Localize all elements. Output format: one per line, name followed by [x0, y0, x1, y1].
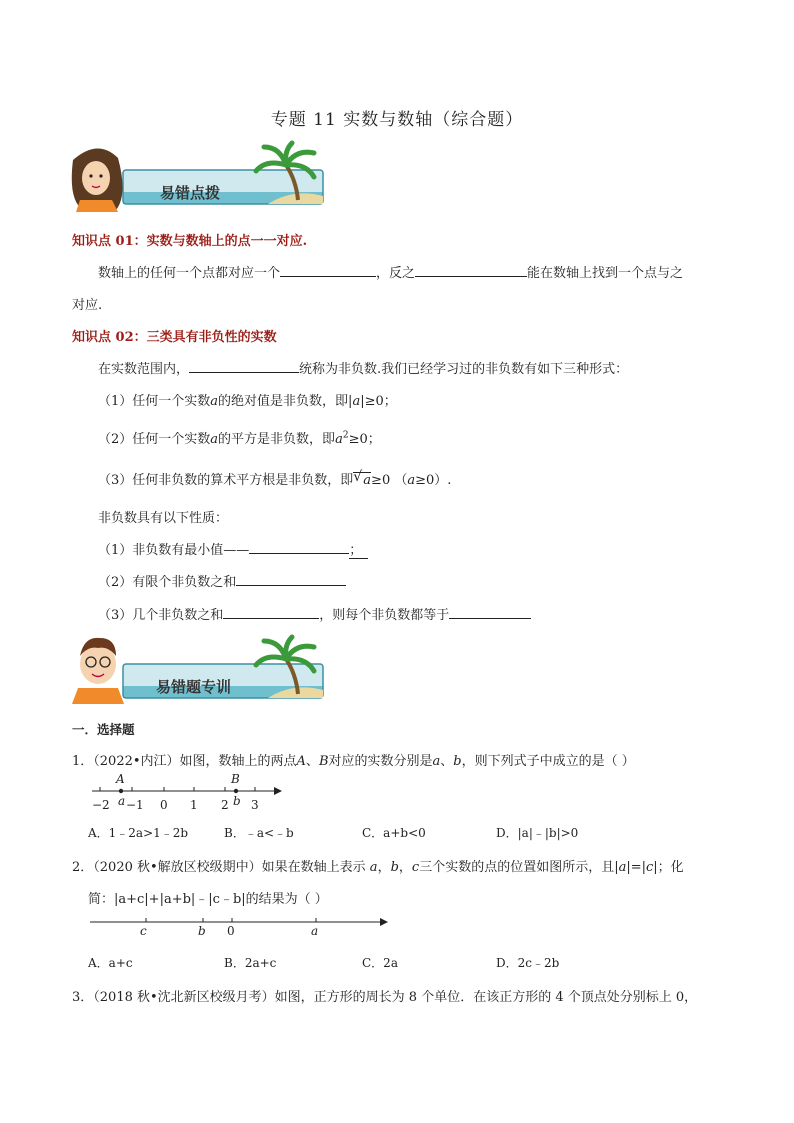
- q2-stem-line1: 2．（2020 秋•解放区校级期中）如果在数轴上表示 a，b，c三个实数的点的位置如图所示，且|a|=|c|；化: [72, 860, 684, 875]
- kp1-heading: 知识点 01：实数与数轴上的点一一对应.: [72, 234, 308, 249]
- kp2-props-title: 非负数具有以下性质：: [98, 511, 229, 526]
- tick-label: −2: [92, 798, 110, 812]
- q1-stem-a: 1．（2022•内江）如图，数轴上的两点: [72, 754, 297, 769]
- q3-stem: 3．（2018 秋•沈北新区校级月考）如图，正方形的周长为 8 个单位．在该正方形的 4 个顶点处分别标上 0，: [72, 990, 698, 1005]
- q2-stem-c: |=|: [626, 860, 647, 875]
- answer-blank[interactable]: [280, 264, 376, 277]
- kp1-text-a: 数轴上的任何一个点都对应一个: [98, 266, 281, 281]
- page-title: 专题 11 实数与数轴（综合题）: [270, 110, 524, 130]
- tick-label: 1: [190, 798, 198, 812]
- answer-blank[interactable]: [223, 606, 319, 619]
- q2-stem-d: |；化: [653, 860, 684, 875]
- var-a: a: [210, 432, 219, 447]
- kp1-text-b: ，反之: [376, 266, 416, 281]
- point-B-label: B: [231, 772, 240, 786]
- tick-label: −1: [126, 798, 144, 812]
- form2-text-c: ≥0；: [348, 432, 381, 447]
- kp2-prop3: [98, 604, 531, 623]
- q2-stem-a: 2．（2020 秋•解放区校级期中）如果在数轴上表示: [72, 860, 366, 875]
- q2-stem-line2: 简：|a+c|+|a+b|﹣|c﹣b|的结果为（ ）: [88, 892, 328, 907]
- sqrt-symbol-icon: √ a: [353, 469, 372, 488]
- prop1-text: （1）非负数有最小值——: [98, 543, 250, 558]
- form1-text: （1）任何一个实数: [98, 394, 211, 409]
- var-a: a: [363, 473, 372, 488]
- form3-text-c: ≥0）.: [415, 473, 452, 488]
- tick-label: 0: [160, 798, 168, 812]
- prop1-end: ；: [349, 543, 368, 559]
- kp1-line2: 对应.: [72, 298, 103, 313]
- kp1-text-c: 能在数轴上找到一个点与之: [527, 266, 684, 281]
- point-b-label: b: [198, 924, 206, 938]
- prop3-text-a: （3）几个非负数之和: [98, 608, 224, 623]
- point-c-label: c: [140, 924, 147, 938]
- form3-text-b: ≥0 （: [371, 473, 408, 488]
- kp2-form2: （2）任何一个实数a的平方是非负数，即$a^2\ge 0$；: [98, 430, 381, 447]
- var-a: a: [407, 473, 416, 488]
- kp2-form3: [98, 469, 451, 488]
- q2-number-line: [88, 912, 394, 940]
- var-a: a: [352, 394, 361, 409]
- form2-text-b: 的平方是非负数，即: [218, 432, 336, 447]
- q1-option-A[interactable]: A．1﹣2a>1﹣2b: [88, 826, 189, 840]
- kp2-form1: [98, 390, 397, 409]
- form2-text: （2）任何一个实数: [98, 432, 211, 447]
- q1-stem-b: 对应的实数分别是: [328, 754, 433, 769]
- answer-blank[interactable]: [449, 606, 531, 619]
- answer-blank[interactable]: [415, 264, 527, 277]
- prop3-text-b: ，则每个非负数都等于: [319, 608, 450, 623]
- point-A: A: [296, 754, 306, 769]
- kp2-intro: [98, 358, 628, 377]
- form1-text-c: |≥0；: [360, 394, 397, 409]
- point-B: B: [318, 754, 329, 769]
- q1-number-line: [88, 774, 288, 816]
- var-a: a: [335, 432, 343, 447]
- kp2-intro-b: 统称为非负数.我们已经学习过的非负数有如下三种形式：: [299, 362, 629, 377]
- q1-option-D[interactable]: D．|a|﹣|b|>0: [496, 826, 579, 840]
- q1-option-B[interactable]: B．﹣a<﹣b: [224, 826, 294, 840]
- q1-stem-c: ，则下列式子中成立的是（ ）: [461, 754, 635, 769]
- point-a-label: a: [311, 924, 319, 938]
- banner-error-tips: [68, 140, 328, 212]
- q2-option-C[interactable]: C．2a: [362, 956, 398, 970]
- point-A-label: A: [116, 772, 125, 786]
- banner-title-error-training: 易错题专训: [156, 678, 232, 696]
- q1-option-C[interactable]: C．a+b<0: [362, 826, 426, 840]
- tick-label: 3: [251, 798, 259, 812]
- point-b-label: b: [233, 794, 241, 808]
- q2-option-D[interactable]: D．2c﹣2b: [496, 956, 560, 970]
- origin-label: 0: [227, 924, 235, 938]
- form1-text-b: 的绝对值是非负数，即|: [218, 394, 353, 409]
- var-a: a: [432, 754, 441, 769]
- point-a-label: a: [118, 794, 126, 808]
- number-line-graphic: [88, 912, 394, 940]
- tick-label: 2: [221, 798, 229, 812]
- q1-stem: 1．（2022•内江）如图，数轴上的两点A、B对应的实数分别是a、b，则下列式子中成立的是（ ）: [72, 754, 635, 769]
- kp2-heading: 知识点 02：三类具有非负性的实数: [72, 330, 277, 345]
- kp1-line1: [98, 262, 683, 281]
- answer-blank[interactable]: [189, 360, 299, 373]
- banner-title-error-tips: 易错点拨: [160, 184, 221, 202]
- kp2-prop1: [98, 539, 368, 558]
- q2-stem-b: 三个实数的点的位置如图所示，且|: [419, 860, 619, 875]
- answer-blank[interactable]: [236, 573, 346, 586]
- banner-error-training: [68, 630, 328, 704]
- q2-option-A[interactable]: A．a+c: [88, 956, 133, 970]
- answer-blank[interactable]: [249, 541, 349, 554]
- var-b: b: [453, 754, 462, 769]
- prop2-text: （2）有限个非负数之和: [98, 575, 237, 590]
- section-heading: 一．选择题: [72, 722, 135, 737]
- q2-option-B[interactable]: B．2a+c: [224, 956, 277, 970]
- kp2-prop2: [98, 571, 346, 590]
- form3-text: （3）任何非负数的算术平方根是非负数，即: [98, 473, 354, 488]
- kp2-intro-a: 在实数范围内，: [98, 362, 190, 377]
- var-a: a: [210, 394, 219, 409]
